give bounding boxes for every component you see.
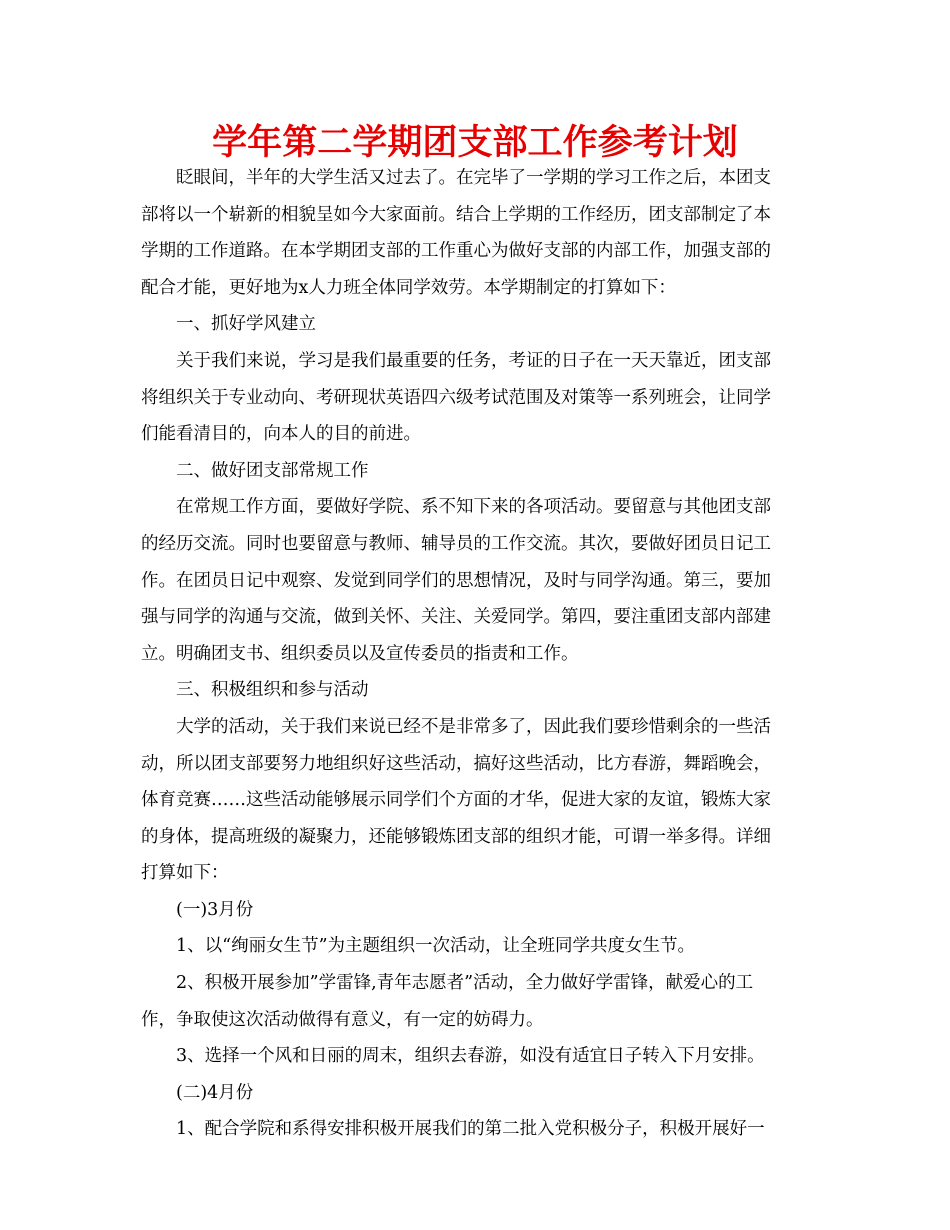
text-line: 部将以一个崭新的相貌呈如今大家面前。结合上学期的工作经历，团支部制定了本 — [141, 204, 771, 225]
text-line: 一、抓好学风建立 — [176, 314, 316, 335]
text-line: 的经历交流。同时也要留意与教师、辅导员的工作交流。其次，要做好团员日记工 — [141, 533, 771, 554]
text-line: 作。在团员日记中观察、发觉到同学们的思想情况，及时与同学沟通。第三，要加 — [141, 570, 771, 591]
document-body — [141, 160, 811, 1148]
text-line: 大学的活动，关于我们来说已经不是非常多了，因此我们要珍惜剩余的一些活 — [176, 716, 771, 737]
text-line: 1、配合学院和系得安排积极开展我们的第二批入党积极分子，积极开展好一 — [176, 1119, 765, 1140]
text-line: 的身体，提高班级的凝聚力，还能够锻炼团支部的组织才能，可谓一举多得。详细 — [141, 826, 771, 847]
text-line: 三、积极组织和参与活动 — [176, 680, 369, 701]
text-line: 2、积极开展参加”学雷锋,青年志愿者”活动，全力做好学雷锋，献爱心的工 — [176, 973, 754, 994]
text-line: 配合才能，更好地为x人力班全体同学效劳。本学期制定的打算如下： — [141, 277, 676, 298]
text-line: 二、做好团支部常规工作 — [176, 460, 369, 481]
document-title: 学年第二学期团支部工作参考计划 — [212, 122, 738, 163]
text-line: 强与同学的沟通与交流，做到关怀、关注、关爱同学。第四，要注重团支部内部建 — [141, 607, 771, 628]
text-line: 们能看清目的，向本人的目的前进。 — [141, 424, 421, 445]
text-line: (二)4月份 — [176, 1082, 254, 1103]
text-line: (一)3月份 — [176, 899, 254, 920]
text-line: 动，所以团支部要努力地组织好这些活动，搞好这些活动，比方春游，舞蹈晚会， — [141, 753, 771, 774]
text-line: 立。明确团支书、组织委员以及宣传委员的指责和工作。 — [141, 643, 579, 664]
text-line: 眨眼间，半年的大学生活又过去了。在完毕了一学期的学习工作之后，本团支 — [176, 168, 771, 188]
text-line: 关于我们来说，学习是我们最重要的任务，考证的日子在一天天靠近，团支部 — [176, 350, 771, 371]
text-line: 3、选择一个风和日丽的周末，组织去春游，如没有适宜日子转入下月安排。 — [176, 1046, 765, 1067]
text-line: 作，争取使这次活动做得有意义，有一定的妨碍力。 — [141, 1009, 544, 1030]
text-line: 将组织关于专业动向、考研现状英语四六级考试范围及对策等一系列班会，让同学 — [141, 387, 771, 408]
text-line: 体育竞赛……这些活动能够展示同学们个方面的才华，促进大家的友谊，锻炼大家 — [141, 790, 771, 811]
text-line: 1、以“绚丽女生节”为主题组织一次活动，让全班同学共度女生节。 — [176, 936, 696, 957]
text-line: 学期的工作道路。在本学期团支部的工作重心为做好支部的内部工作，加强支部的 — [141, 241, 771, 262]
text-line: 打算如下： — [141, 863, 229, 884]
text-line: 在常规工作方面，要做好学院、系不知下来的各项活动。要留意与其他团支部 — [176, 497, 771, 518]
